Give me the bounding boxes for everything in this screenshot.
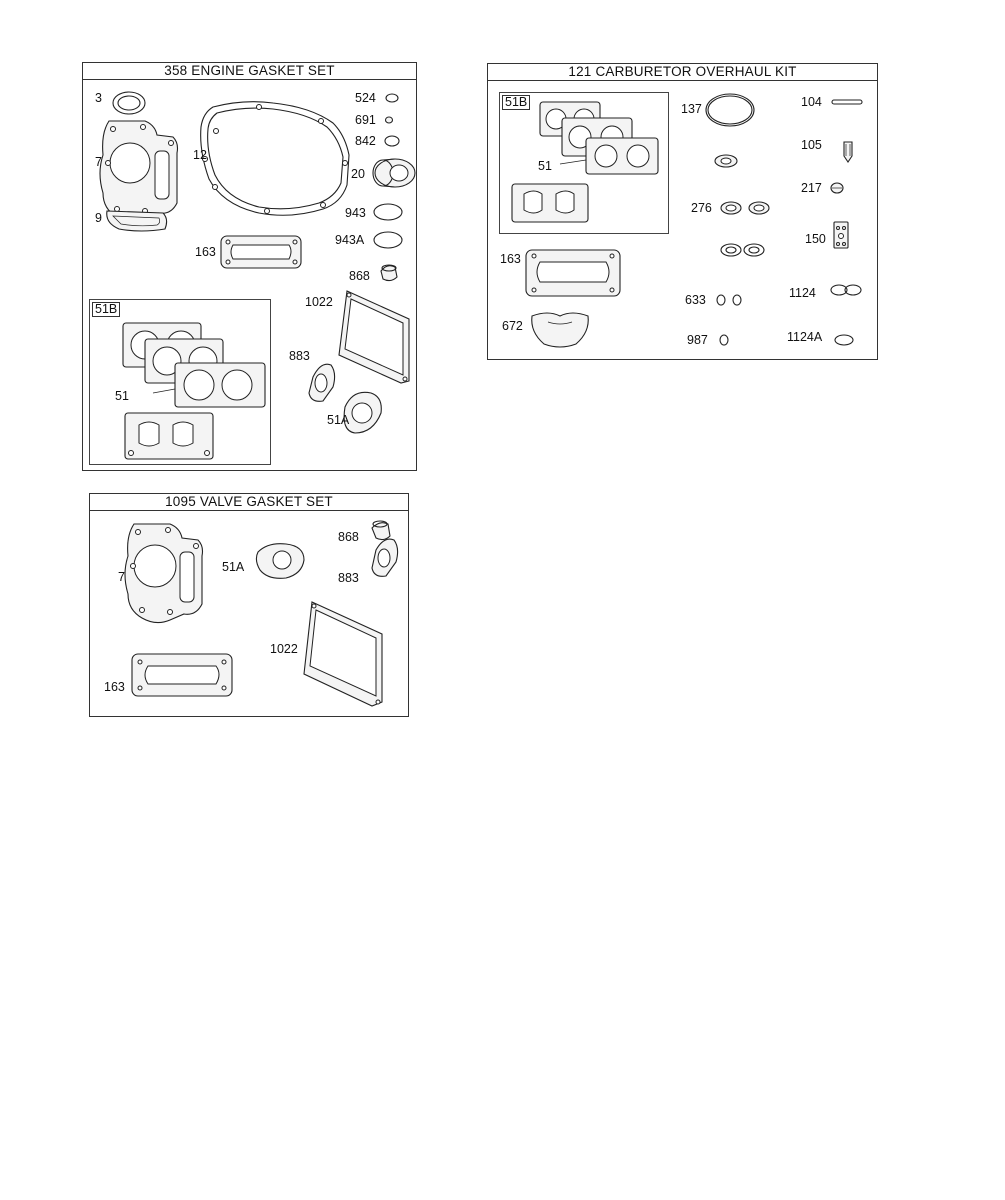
part-524-o-ring [386,94,398,102]
part-1022-valve-cover-gasket [339,291,409,383]
part-883-exhaust-gasket [372,539,398,576]
part-51a-intake-gasket [256,544,304,579]
label-217: 217 [801,181,822,195]
label-276: 276 [691,201,712,215]
part-1022-valve-cover-gasket [304,602,382,706]
part-163-rectangular-gasket [221,236,301,268]
part-150-plate [834,222,848,248]
label-883: 883 [338,571,359,585]
part-105-needle [844,142,852,162]
part-1124a-o-ring [835,335,853,345]
part-1124-gasket-pair [831,285,861,295]
label-883: 883 [289,349,310,363]
label-868: 868 [338,530,359,544]
part-987-o-ring [720,335,728,345]
carburetor-subkit-51b-box [499,92,669,234]
label-943: 943 [345,206,366,220]
part-7-head-gasket [125,524,203,623]
label-20: 20 [351,167,365,181]
label-137: 137 [681,102,702,116]
label-1022: 1022 [305,295,333,309]
part-20-oil-seal [373,159,415,187]
label-163: 163 [195,245,216,259]
valve-gasket-set-title: 1095 VALVE GASKET SET [90,494,408,511]
label-105: 105 [801,138,822,152]
label-1022: 1022 [270,642,298,656]
valve-gasket-set-panel [89,493,409,717]
label-163: 163 [500,252,521,266]
label-1124a: 1124A [787,330,823,344]
label-943a: 943A [335,233,365,247]
label-104: 104 [801,95,822,109]
part-grommet [715,155,737,167]
part-163-rectangular-gasket [526,250,620,296]
label-3: 3 [95,91,102,105]
part-12-crankcase-gasket [201,102,349,216]
engine-subkit-51b-box [89,299,271,465]
part-7-head-gasket [100,121,178,222]
label-9: 9 [95,211,102,225]
label-691: 691 [355,113,376,127]
label-633: 633 [685,293,706,307]
part-163-rectangular-gasket [132,654,232,696]
part-883-exhaust-gasket [309,364,335,401]
part-217-cap [831,183,843,193]
label-12: 12 [193,148,207,162]
label-672: 672 [502,319,523,333]
label-842: 842 [355,134,376,148]
label-987: 987 [687,333,708,347]
part-3-seal-ring [113,92,145,114]
engine-gasket-set-title: 358 ENGINE GASKET SET [83,63,416,80]
engine-subkit-51b-tag: 51B [92,302,120,317]
label-51: 51 [538,159,552,173]
carburetor-overhaul-kit-panel [487,63,878,360]
label-51a: 51A [327,413,350,427]
label-7: 7 [95,155,102,169]
part-washer-pair [721,244,764,256]
part-672-gasket [532,313,589,347]
carburetor-overhaul-kit-title: 121 CARBURETOR OVERHAUL KIT [488,64,877,81]
label-1124: 1124 [789,286,816,300]
carburetor-subkit-51b-tag: 51B [502,95,530,110]
part-943a-o-ring [374,232,402,248]
engine-gasket-set-panel [82,62,417,471]
label-868: 868 [349,269,370,283]
label-51a: 51A [222,560,245,574]
part-104-pin [832,100,862,104]
part-868-valve-seal [372,521,390,540]
part-51a-intake-gasket [344,392,381,433]
part-691-washer [386,117,393,123]
label-163: 163 [104,680,125,694]
part-842-o-ring [385,136,399,146]
valve-gasket-set-drawing [90,494,408,716]
label-51: 51 [115,389,129,403]
label-7: 7 [118,570,125,584]
part-943-o-ring [374,204,402,220]
part-9-curved-gasket [107,211,167,231]
part-868-valve-seal [381,265,397,281]
part-633-o-rings [717,295,741,305]
part-137-float-bowl-gasket [706,94,754,126]
part-276-washers [721,202,769,214]
label-524: 524 [355,91,376,105]
label-150: 150 [805,232,826,246]
